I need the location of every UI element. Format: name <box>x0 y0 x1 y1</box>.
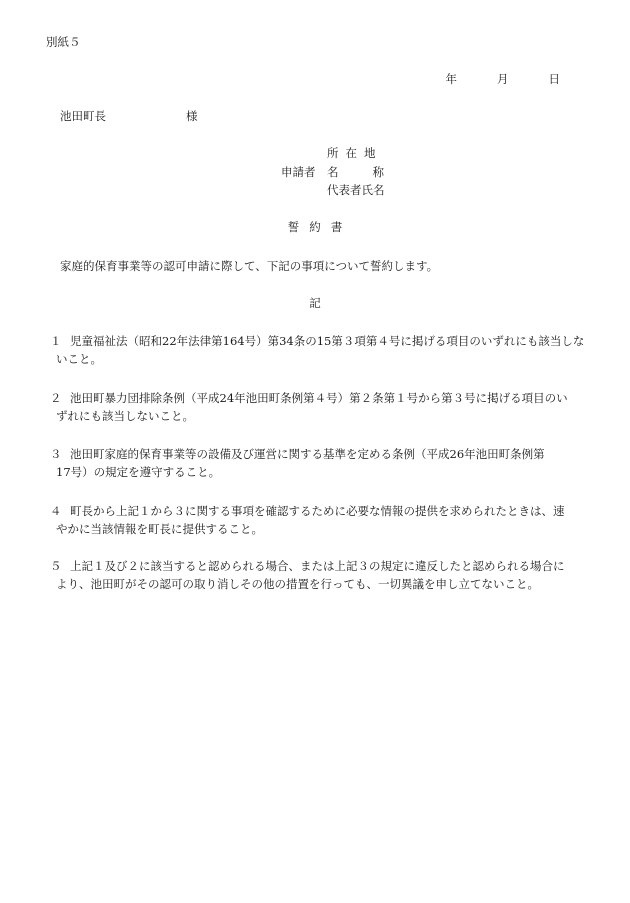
applicant-representative-label: 代表者氏名 <box>327 183 385 197</box>
date-year-label: 年 <box>445 72 457 86</box>
annex-label: 別紙５ <box>46 35 81 49</box>
date-day-label: 日 <box>548 72 560 86</box>
pledge-item-line-2: いこと。 <box>56 352 102 366</box>
applicant-name-label-part-1: 名 <box>327 165 339 179</box>
ki-heading: 記 <box>309 296 321 310</box>
pledge-item-line-1: 池田町家庭的保育事業等の設備及び運営に関する基準を定める条例（平成26年池田町条例第 <box>70 447 545 461</box>
applicant-label: 申請者 <box>281 165 316 179</box>
pledge-item-line-1: 町長から上記１から３に関する事項を確認するために必要な情報の提供を求められたときは、速 <box>70 504 565 518</box>
pledge-item-number: ５ <box>50 559 62 573</box>
pledge-item-line-1: 上記１及び２に該当すると認められる場合、または上記３の規定に違反したと認められる場合に <box>70 559 565 573</box>
pledge-item-line-2: やかに当該情報を町長に提供すること。 <box>56 522 263 536</box>
preface-text: 家庭的保育事業等の認可申請に際して、下記の事項について誓約します。 <box>60 259 439 273</box>
document-title: 誓約書 <box>287 220 353 234</box>
pledge-item-number: １ <box>50 334 62 348</box>
pledge-item-number: ４ <box>50 504 62 518</box>
pledge-item-line-2: ずれにも該当しないこと。 <box>56 409 194 423</box>
date-month-label: 月 <box>497 72 509 86</box>
pledge-item-number: ２ <box>50 391 62 405</box>
applicant-name-label-part-2: 称 <box>372 165 384 179</box>
applicant-name-label <box>327 164 384 180</box>
recipient-name: 池田町長 <box>60 109 106 123</box>
applicant-address-label: 所在地 <box>327 146 383 160</box>
pledge-item-line-2: 17号）の規定を遵守すること。 <box>56 465 221 479</box>
pledge-item-number: ３ <box>50 447 62 461</box>
pledge-item-line-1: 児童福祉法（昭和22年法律第164号）第34条の15第３項第４号に掲げる項目のいずれにも該当しな <box>70 334 585 348</box>
pledge-item-line-1: 池田町暴力団排除条例（平成24年池田町条例第４号）第２条第１号から第３号に掲げる項目のい <box>70 391 568 405</box>
pledge-item-line-2: より、池田町がその認可の取り消しその他の措置を行っても、一切異議を申し立てないこと。 <box>56 577 539 591</box>
date-line <box>446 71 561 87</box>
recipient-honorific: 様 <box>186 109 198 123</box>
